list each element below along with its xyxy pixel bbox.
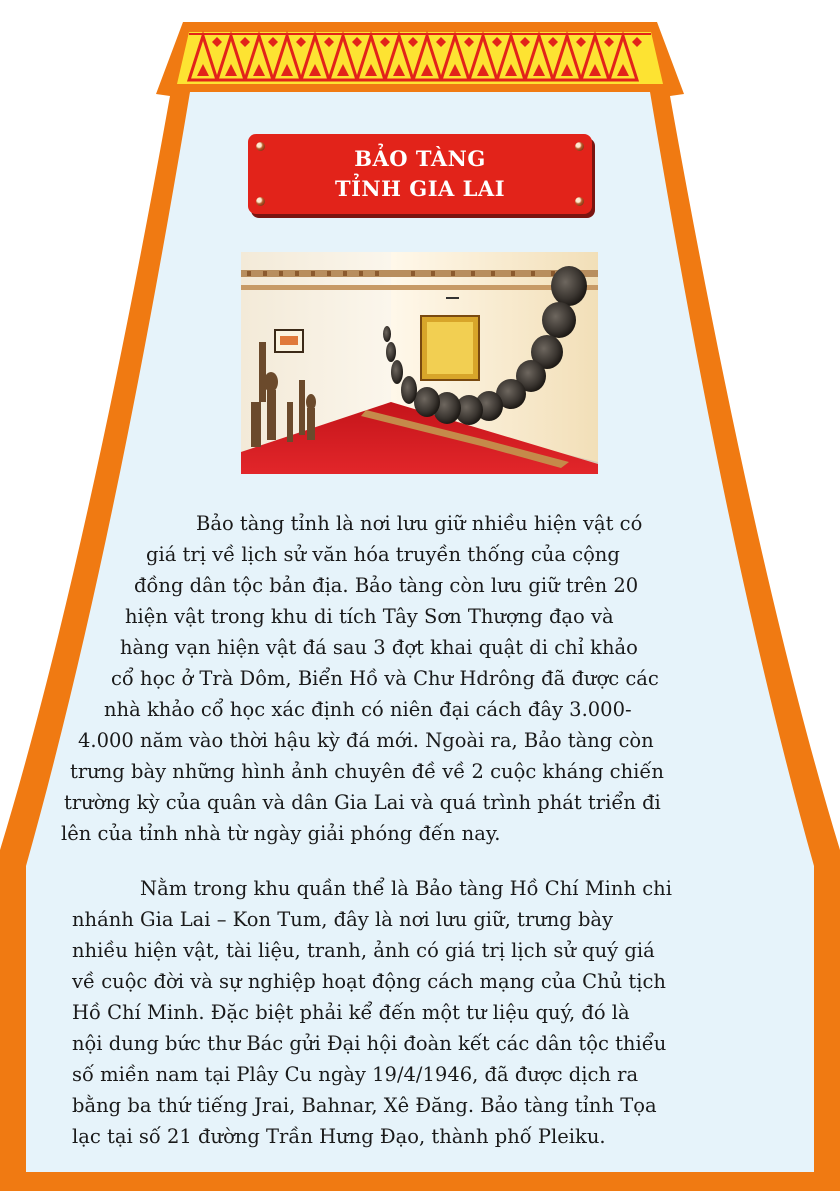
text-line: Nằm trong khu quần thể là Bảo tàng Hồ Chí Minh chi [140, 877, 672, 900]
text-line: trưng bày những hình ảnh chuyên đề về 2 cuộc kháng chiến [70, 760, 664, 783]
paragraph-1 [61, 508, 664, 849]
text-line: nội dung bức thư Bác gửi Đại hội đoàn kết các dân tộc thiểu [72, 1032, 667, 1055]
rivet-icon [575, 197, 584, 206]
text-line: lạc tại số 21 đường Trần Hưng Đạo, thành phố Pleiku. [72, 1125, 606, 1148]
text-line: về cuộc đời và sự nghiệp hoạt động cách mạng của Chủ tịch [72, 970, 666, 993]
text-line: nhiều hiện vật, tài liệu, tranh, ảnh có giá trị lịch sử quý giá [72, 939, 655, 962]
text-line: số miền nam tại Plây Cu ngày 19/4/1946, đã được dịch ra [72, 1063, 639, 1086]
title-line-2: TỈNH GIA LAI [334, 176, 506, 201]
rivet-icon [256, 142, 265, 151]
rivet-icon [256, 197, 265, 206]
title-line-1: BẢO TÀNG [354, 146, 486, 171]
title-plaque [248, 134, 592, 214]
text-line: trường kỳ của quân và dân Gia Lai và quá trình phát triển đi [64, 791, 661, 814]
text-line: giá trị về lịch sử văn hóa truyền thống của cộng [146, 543, 620, 566]
text-line: lên của tỉnh nhà từ ngày giải phóng đến nay. [61, 822, 501, 845]
text-line: bằng ba thứ tiếng Jrai, Bahnar, Xê Đăng. Bảo tàng tỉnh Tọa [72, 1094, 657, 1117]
text-line: hiện vật trong khu di tích Tây Sơn Thượng đạo và [125, 605, 614, 628]
text-line: Bảo tàng tỉnh là nơi lưu giữ nhiều hiện vật có [196, 512, 643, 535]
museum-photo [241, 252, 598, 474]
paragraph-2 [72, 873, 672, 1152]
text-line: cổ học ở Trà Dôm, Biển Hồ và Chư Hdrông đã được các [111, 667, 659, 690]
text-line: hàng vạn hiện vật đá sau 3 đợt khai quật di chỉ khảo [120, 636, 638, 659]
text-line: 4.000 năm vào thời hậu kỳ đá mới. Ngoài ra, Bảo tàng còn [78, 729, 654, 752]
text-line: nhánh Gia Lai – Kon Tum, đây là nơi lưu giữ, trưng bày [72, 908, 614, 931]
rivet-icon [575, 142, 584, 151]
text-line: Hồ Chí Minh. Đặc biệt phải kể đến một tư liệu quý, đó là [72, 1001, 630, 1024]
text-line: đồng dân tộc bản địa. Bảo tàng còn lưu giữ trên 20 [134, 574, 639, 597]
text-line: nhà khảo cổ học xác định có niên đại cách đây 3.000- [104, 698, 632, 721]
